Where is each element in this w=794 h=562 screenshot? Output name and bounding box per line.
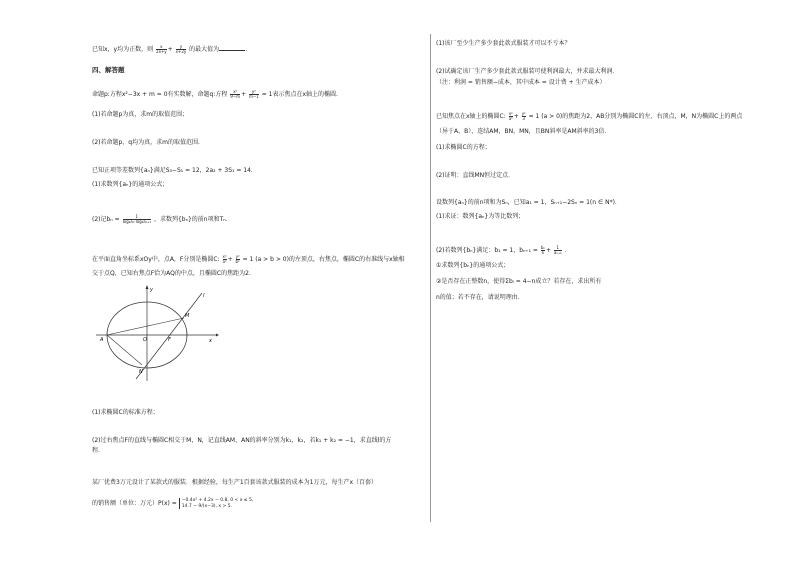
fraction: $\frac{\text{y²}}{3}$ — [521, 111, 526, 121]
question-4-note: （注：利润 = 销售额−成本，其中成本 = 设计费 + 生产成本） — [436, 79, 606, 86]
question-6-part-1: (1)求证：数列{aₙ}为等比数列； — [436, 213, 525, 220]
figure-label-f: F — [168, 337, 171, 343]
question-6-sub-2-cont: n的值；若不存在，请说明理由. — [436, 294, 520, 301]
question-2-stem: 已知正项等差数列{aₙ}满足S₃−S₁ = 12，2a₂ + 3S₁ = 14． — [92, 167, 257, 174]
ellipse-figure — [92, 283, 222, 383]
question-3-part-2: (2)过右焦点F的直线与椭圆C相交于M，N，记直线AM，AN的斜率分别为k₁，k₂，若k₁ + k₂ = −1，求直线l的方 — [92, 437, 392, 444]
fraction: $\frac{1}{\text{log₂aₙ·log₂aₙ₊₁}}$ — [122, 214, 152, 224]
fraction: $\frac{y}{x+2y}$ — [175, 44, 187, 54]
fraction: $\frac{\text{bₙ}}{n}$ — [540, 245, 545, 255]
question-4-line-1: 某厂优费3万元设计了某款式的服装．根据经验，每生产1百套该款式服装的成本为1万元，每生产x（百套） — [92, 479, 378, 486]
fraction: $\frac{1}{\text{aₙ₊₁}}$ — [553, 245, 562, 255]
figure-label-l: l — [203, 293, 205, 299]
y-axis-arrow — [146, 285, 149, 289]
figure-label-m: M — [185, 313, 190, 319]
question-6-sub-2: ②是否存在正整数n，使得Σbᵢ = 4−n成立？若存在，求出所有 — [436, 278, 602, 285]
question-6-stem: 设数列{aₙ}的前n项和为Sₙ，已知a₁ = 1，Sₙ₊₁−2Sₙ = 1(n ∈ N*)． — [436, 199, 621, 206]
question-1-stem: 命题p:方程x²−3x + m = 0有实数解，命题q:方程 $\frac{\text{x²}}{9-m}$ + $\frac{\text{y²}}{m-1}$ = 1表示焦点在x轴上的椭圆. — [92, 89, 338, 99]
line-l — [136, 293, 202, 379]
question-5-part-2: (2)证明：直线MN恒过定点． — [436, 172, 515, 179]
question-4-line-2: 的销售额（单位：万元）P(x) = −0.4x² + 4.2x − 0.8, 0 < x ≤ 5, 14.7 − 9/(x−3), x > 5. — [92, 498, 254, 509]
fraction: $\frac{\text{y²}}{m-1}$ — [249, 89, 259, 99]
section-title: 四、解答题 — [92, 66, 125, 74]
question-6-part-2: (2)若数列{bₙ}满足：b₁ = 1，bₙ₊₁ = $\frac{\text{bₙ}}{n}$ + $\frac{1}{\text{aₙ₊₁}}$ ． — [436, 245, 571, 255]
question-3-line-1: 在平面直角坐标系xOy中，点A，F分别是椭圆C: $\frac{\text{x²}}{\text{a²}}$ + $\frac{\text{y²}}{\text{b²}}$ = 1 (a > b > 0)的左顶点，右焦点，椭圆C的右准线与x轴相 — [92, 254, 405, 264]
x-axis-arrow — [216, 334, 219, 337]
fraction: $\frac{x}{2x+y}$ — [156, 44, 167, 54]
question-1-part-2: (2)若命题p，q均为真，求m的取值范围. — [92, 139, 200, 146]
figure-label-o: O — [143, 337, 147, 343]
figure-label-y: y — [150, 287, 153, 293]
fraction: $\frac{\text{x²}}{\text{a²}}$ — [508, 111, 513, 121]
column-divider — [430, 34, 431, 522]
piecewise-brace: −0.4x² + 4.2x − 0.8, 0 < x ≤ 5, 14.7 − 9/(x−3), x > 5. — [179, 498, 254, 509]
question-4-part-2: (2)试确定该厂生产多少套此款式服装可使利润最大，并求最大利润． — [436, 68, 619, 75]
fraction: $\frac{\text{y²}}{\text{b²}}$ — [235, 254, 240, 264]
fraction: $\frac{\text{x²}}{9-m}$ — [230, 89, 241, 99]
figure-label-x: x — [209, 338, 212, 344]
question-3-line-2: 交于点Q，已知右焦点F恰为AQ的中点，且椭圆C的焦距为2. — [92, 270, 251, 277]
question-5-line-2: （异于A，B），连结AM，BN，MN，且BN斜率是AM斜率的3倍． — [436, 128, 611, 135]
question-2-part-2: (2)记bₙ = $\frac{1}{\text{log₂aₙ·log₂aₙ₊₁}}$ ，求数列{bₙ}的前n项和Tₙ． — [92, 214, 232, 224]
question-5-line-1: 已知焦点在x轴上的椭圆C: $\frac{\text{x²}}{\text{a²}}$ + $\frac{\text{y²}}{3}$ = 1 (a > 0)的焦距为2，AB分别为椭圆C的左、右顶点，M，N为椭圆C上的两点 — [436, 111, 743, 121]
question-2-part-1: (1)求数列{aₙ}的通项公式； — [92, 181, 169, 188]
answer-blank — [219, 44, 245, 51]
question-6-sub-1: ①求数列{bₙ}的通项公式； — [436, 262, 510, 269]
fraction: $\frac{\text{x²}}{\text{a²}}$ — [222, 254, 227, 264]
segment-an — [107, 335, 142, 365]
question-3-part-1: (1)求椭圆C的标准方程； — [92, 409, 159, 416]
figure-label-n: N — [139, 369, 143, 375]
right-column — [432, 0, 794, 562]
question-3-part-2-cont: 程. — [92, 447, 100, 454]
question-5-part-1: (1)求椭圆C的方程； — [436, 144, 491, 151]
question-4-part-1: (1)该厂至少生产多少套此款式服装才可以不亏本？ — [436, 40, 571, 47]
segment-am — [107, 318, 184, 335]
question-1-part-1: (1)若命题p为真，求m的取值范围； — [92, 111, 189, 118]
figure-label-a: A — [100, 337, 104, 343]
question-max-value: 已知x，y均为正数，则 $\frac{x}{2x+y}$ + $\frac{y}{x+2y}$ 的最大值为 ． — [92, 44, 252, 54]
